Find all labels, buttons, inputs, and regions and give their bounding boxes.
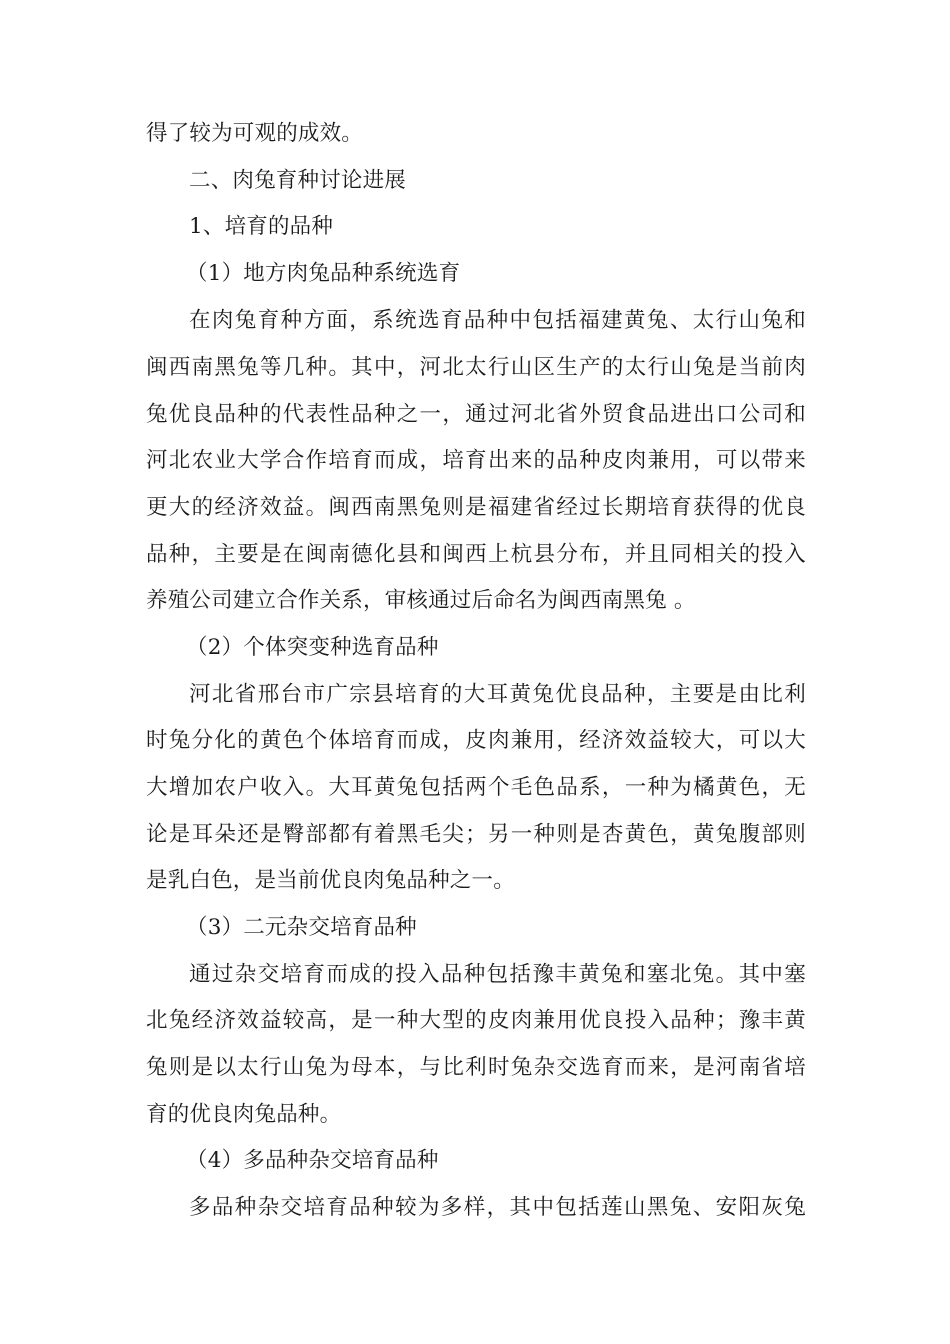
paragraph-line: 通过杂交培育而成的投入品种包括豫丰黄兔和塞北兔。其中塞 bbox=[189, 962, 806, 987]
paragraph-line: 河北省邢台市广宗县培育的大耳黄兔优良品种，主要是由比利 bbox=[189, 682, 806, 707]
paragraph-line: 北兔经济效益较高，是一种大型的皮肉兼用优良投入品种；豫丰黄 bbox=[146, 1008, 806, 1033]
subsection-heading: （4）多品种杂交培育品种 bbox=[186, 1148, 439, 1173]
paragraph-line: 兔优良品种的代表性品种之一，通过河北省外贸食品进出口公司和 bbox=[146, 402, 806, 427]
paragraph-line: 是乳白色，是当前优良肉兔品种之一。 bbox=[146, 868, 515, 893]
paragraph-line: 品种，主要是在闽南德化县和闽西上杭县分布，并且同相关的投入 bbox=[146, 542, 806, 567]
paragraph-line: 在肉兔育种方面，系统选育品种中包括福建黄兔、太行山兔和 bbox=[189, 308, 806, 333]
subsection-heading: （2）个体突变种选育品种 bbox=[186, 635, 439, 660]
subsection-heading: 1、培育的品种 bbox=[189, 214, 334, 239]
paragraph-line: 兔则是以太行山兔为母本，与比利时兔杂交选育而来，是河南省培 bbox=[146, 1055, 806, 1080]
subsection-heading: （1）地方肉兔品种系统选育 bbox=[186, 261, 461, 286]
paragraph-line: 大增加农户收入。大耳黄兔包括两个毛色品系，一种为橘黄色，无 bbox=[146, 775, 806, 800]
section-heading: 二、肉兔育种讨论进展 bbox=[189, 168, 407, 193]
paragraph-line: 时兔分化的黄色个体培育而成，皮肉兼用，经济效益较大，可以大 bbox=[146, 728, 806, 753]
paragraph-line: 多品种杂交培育品种较为多样，其中包括莲山黑兔、安阳灰兔 bbox=[189, 1195, 806, 1220]
paragraph-line: 闽西南黑兔等几种。其中，河北太行山区生产的太行山兔是当前肉 bbox=[146, 355, 806, 380]
paragraph-line: 得了较为可观的成效。 bbox=[146, 121, 364, 146]
subsection-heading: （3）二元杂交培育品种 bbox=[186, 915, 417, 940]
paragraph-line: 育的优良肉兔品种。 bbox=[146, 1102, 342, 1127]
paragraph-line: 论是耳朵还是臀部都有着黑毛尖；另一种则是杏黄色，黄兔腹部则 bbox=[146, 822, 806, 847]
paragraph-line: 更大的经济效益。闽西南黑兔则是福建省经过长期培育获得的优良 bbox=[146, 495, 806, 520]
paragraph-line: 养殖公司建立合作关系，审核通过后命名为闽西南黑兔 。 bbox=[146, 588, 696, 613]
paragraph-line: 河北农业大学合作培育而成，培育出来的品种皮肉兼用，可以带来 bbox=[146, 448, 806, 473]
